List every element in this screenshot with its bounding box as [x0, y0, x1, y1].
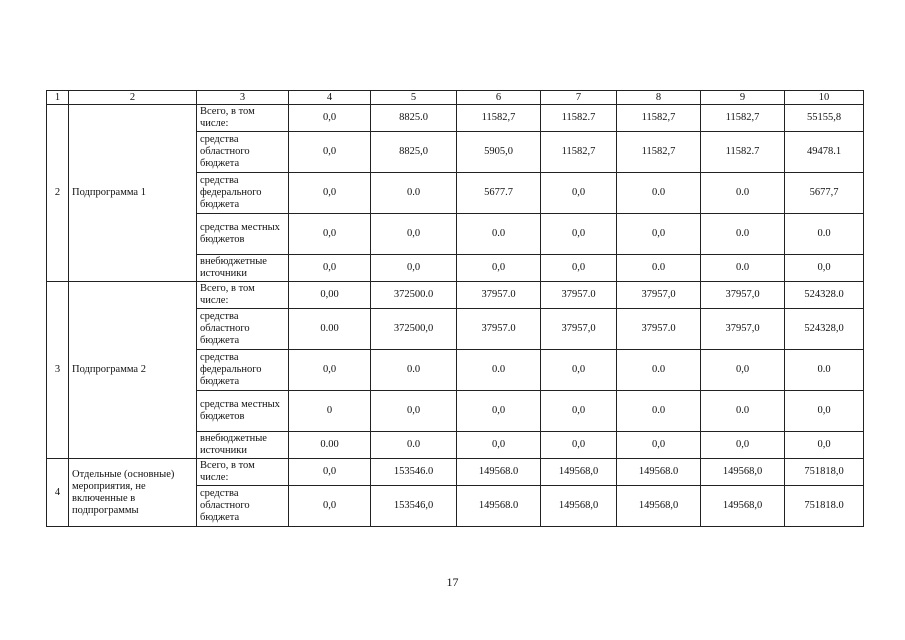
- value-cell: 0.0: [701, 255, 785, 282]
- value-cell: 153546,0: [371, 486, 457, 527]
- value-cell: 8825.0: [371, 105, 457, 132]
- value-cell: 0,0: [371, 255, 457, 282]
- value-cell: 0,0: [457, 391, 541, 432]
- value-cell: 524328,0: [785, 309, 864, 350]
- value-cell: 0.0: [701, 173, 785, 214]
- value-cell: 8825,0: [371, 132, 457, 173]
- value-cell: 372500.0: [371, 282, 457, 309]
- value-cell: 11582,7: [701, 105, 785, 132]
- value-cell: 0: [289, 391, 371, 432]
- program-name-cell: Подпрограмма 1: [69, 105, 197, 282]
- value-cell: 0,0: [457, 432, 541, 459]
- value-cell: 0.0: [457, 214, 541, 255]
- table-body: [47, 91, 864, 527]
- value-cell: 0.0: [701, 391, 785, 432]
- value-cell: 0.00: [289, 309, 371, 350]
- value-cell: 0.0: [617, 350, 701, 391]
- value-cell: 5677.7: [457, 173, 541, 214]
- value-cell: 0.0: [371, 173, 457, 214]
- program-name-cell: Подпрограмма 2: [69, 282, 197, 459]
- funding-source-cell: средства федерального бюджета: [197, 350, 289, 391]
- value-cell: 0,0: [289, 486, 371, 527]
- value-cell: 0.0: [371, 432, 457, 459]
- funding-source-cell: средства областного бюджета: [197, 309, 289, 350]
- value-cell: 37957.0: [457, 309, 541, 350]
- value-cell: 0,0: [785, 432, 864, 459]
- value-cell: 0,0: [371, 214, 457, 255]
- table-row: [47, 282, 864, 309]
- value-cell: 0,0: [541, 391, 617, 432]
- value-cell: 149568.0: [457, 459, 541, 486]
- value-cell: 0,0: [289, 350, 371, 391]
- value-cell: 11582,7: [617, 105, 701, 132]
- column-header: 9: [701, 91, 785, 105]
- value-cell: 37957.0: [457, 282, 541, 309]
- column-header: 3: [197, 91, 289, 105]
- value-cell: 11582.7: [701, 132, 785, 173]
- value-cell: 0.00: [289, 432, 371, 459]
- value-cell: 37957,0: [701, 282, 785, 309]
- value-cell: 149568,0: [701, 459, 785, 486]
- value-cell: 0.0: [785, 214, 864, 255]
- value-cell: 149568,0: [541, 486, 617, 527]
- value-cell: 0.0: [785, 350, 864, 391]
- column-header: 2: [69, 91, 197, 105]
- value-cell: 0,0: [371, 391, 457, 432]
- value-cell: 0,0: [701, 350, 785, 391]
- budget-table: [46, 90, 864, 527]
- value-cell: 37957,0: [701, 309, 785, 350]
- value-cell: 0,0: [541, 350, 617, 391]
- table-row: [47, 459, 864, 486]
- value-cell: 0,0: [457, 255, 541, 282]
- value-cell: 0,0: [289, 214, 371, 255]
- page-number: 17: [446, 575, 459, 589]
- value-cell: 0,0: [289, 132, 371, 173]
- value-cell: 0,0: [541, 173, 617, 214]
- funding-source-cell: Всего, в том числе:: [197, 105, 289, 132]
- value-cell: 11582,7: [457, 105, 541, 132]
- value-cell: 149568,0: [541, 459, 617, 486]
- funding-source-cell: средства областного бюджета: [197, 132, 289, 173]
- funding-source-cell: внебюджетные источники: [197, 432, 289, 459]
- value-cell: 37957,0: [617, 282, 701, 309]
- value-cell: 11582,7: [617, 132, 701, 173]
- value-cell: 0.0: [617, 255, 701, 282]
- value-cell: 0,0: [541, 255, 617, 282]
- value-cell: 11582.7: [541, 105, 617, 132]
- funding-source-cell: Всего, в том числе:: [197, 282, 289, 309]
- value-cell: 5677,7: [785, 173, 864, 214]
- value-cell: 0,0: [289, 459, 371, 486]
- funding-source-cell: средства местных бюджетов: [197, 214, 289, 255]
- value-cell: 49478.1: [785, 132, 864, 173]
- value-cell: 751818,0: [785, 459, 864, 486]
- value-cell: 5905,0: [457, 132, 541, 173]
- row-index-cell: 3: [47, 282, 69, 459]
- value-cell: 0.0: [457, 350, 541, 391]
- value-cell: 149568,0: [701, 486, 785, 527]
- header-row: [47, 91, 864, 105]
- row-index-cell: 2: [47, 105, 69, 282]
- value-cell: 0,0: [289, 105, 371, 132]
- column-header: 8: [617, 91, 701, 105]
- value-cell: 0,0: [541, 432, 617, 459]
- column-header: 1: [47, 91, 69, 105]
- funding-source-cell: внебюджетные источники: [197, 255, 289, 282]
- funding-source-cell: средства федерального бюджета: [197, 173, 289, 214]
- value-cell: 0.0: [617, 391, 701, 432]
- value-cell: 524328.0: [785, 282, 864, 309]
- value-cell: 0,0: [289, 173, 371, 214]
- value-cell: 37957,0: [541, 309, 617, 350]
- value-cell: 0,0: [701, 432, 785, 459]
- value-cell: 0,0: [617, 214, 701, 255]
- column-header: 10: [785, 91, 864, 105]
- value-cell: 153546.0: [371, 459, 457, 486]
- value-cell: 149568,0: [617, 486, 701, 527]
- value-cell: 149568.0: [617, 459, 701, 486]
- program-name-cell: Отдельные (основные) мероприятия, не включенные в подпрограммы: [69, 459, 197, 527]
- value-cell: 37957.0: [541, 282, 617, 309]
- value-cell: 0,0: [541, 214, 617, 255]
- row-index-cell: 4: [47, 459, 69, 527]
- value-cell: 0.0: [617, 173, 701, 214]
- column-header: 6: [457, 91, 541, 105]
- value-cell: 11582,7: [541, 132, 617, 173]
- value-cell: 0,0: [617, 432, 701, 459]
- column-header: 4: [289, 91, 371, 105]
- value-cell: 0.0: [371, 350, 457, 391]
- value-cell: 55155,8: [785, 105, 864, 132]
- value-cell: 0.0: [701, 214, 785, 255]
- table-row: [47, 105, 864, 132]
- value-cell: 0,0: [785, 391, 864, 432]
- value-cell: 751818.0: [785, 486, 864, 527]
- column-header: 7: [541, 91, 617, 105]
- value-cell: 37957.0: [617, 309, 701, 350]
- value-cell: 0,0: [785, 255, 864, 282]
- value-cell: 0,00: [289, 282, 371, 309]
- value-cell: 149568.0: [457, 486, 541, 527]
- value-cell: 372500,0: [371, 309, 457, 350]
- column-header: 5: [371, 91, 457, 105]
- value-cell: 0,0: [289, 255, 371, 282]
- funding-source-cell: Всего, в том числе:: [197, 459, 289, 486]
- funding-source-cell: средства местных бюджетов: [197, 391, 289, 432]
- funding-source-cell: средства областного бюджета: [197, 486, 289, 527]
